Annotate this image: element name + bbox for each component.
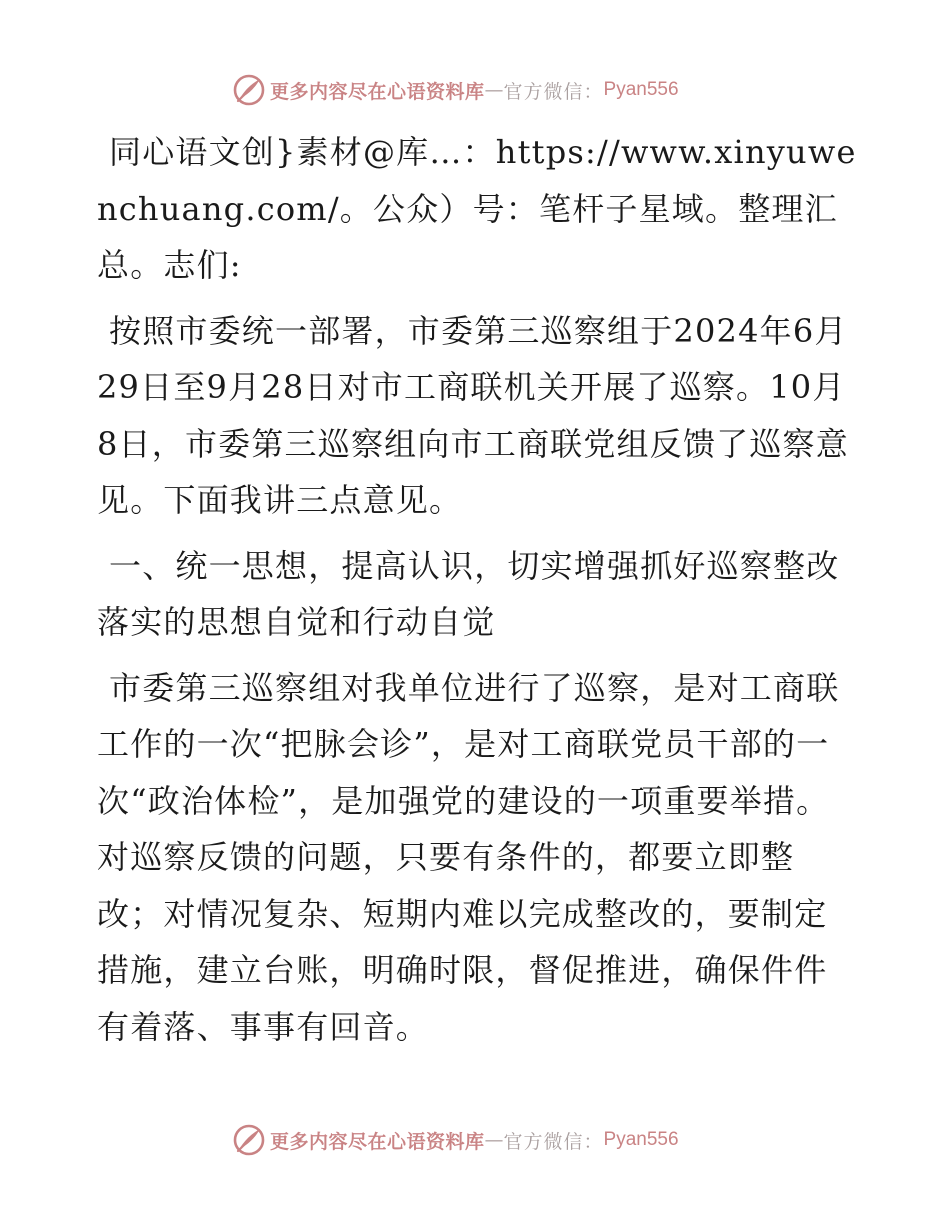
banner-slogan: 更多内容尽在心语资料库 <box>270 80 485 103</box>
background-paragraph <box>97 303 857 529</box>
header-watermark-banner <box>232 70 732 110</box>
document-body <box>97 124 857 1055</box>
banner-dash: — <box>484 1129 504 1151</box>
intro-text: 同心语文创}素材@库…：https://www.xinyuwenchuang.com/。公众）号：笔杆子星域。整理汇总。志们: <box>97 133 857 284</box>
banner-slogan: 更多内容尽在心语资料库 <box>270 1130 485 1153</box>
banner-wechat-label: 官方微信： <box>503 80 604 103</box>
banner-dash: — <box>484 79 504 101</box>
body-text: 市委第三巡察组对我单位进行了巡察，是对工商联工作的一次“把脉会诊”，是对工商联党员干部的一次“政治体检”，是加强党的建设的一项重要举措。对巡察反馈的问题，只要有条件的，都要立即整改；对情况复杂、短期内难以完成整改的，要制定措施，建立台账，明确时限，督促推进，确保件件有着落、事事有回音。 <box>97 668 840 1046</box>
quill-circle-logo-icon <box>232 73 266 107</box>
section-heading <box>97 538 857 651</box>
section-heading-text: 一、统一思想，提高认识，切实增强抓好巡察整改落实的思想自觉和行动自觉 <box>97 546 840 641</box>
quill-circle-logo-icon <box>232 1123 266 1157</box>
background-text: 按照市委统一部署，市委第三巡察组于2024年6月29日至9月28日对市工商联机关开展了巡察。10月8日，市委第三巡察组向市工商联党组反馈了巡察意见。下面我讲三点意见。 <box>97 311 849 519</box>
footer-watermark-banner <box>232 1120 732 1160</box>
banner-wechat-id: Pyan556 <box>603 79 679 100</box>
banner-wechat-id: Pyan556 <box>603 1129 679 1150</box>
intro-paragraph <box>97 124 857 294</box>
banner-wechat-label: 官方微信： <box>503 1130 604 1153</box>
body-paragraph <box>97 660 857 1056</box>
